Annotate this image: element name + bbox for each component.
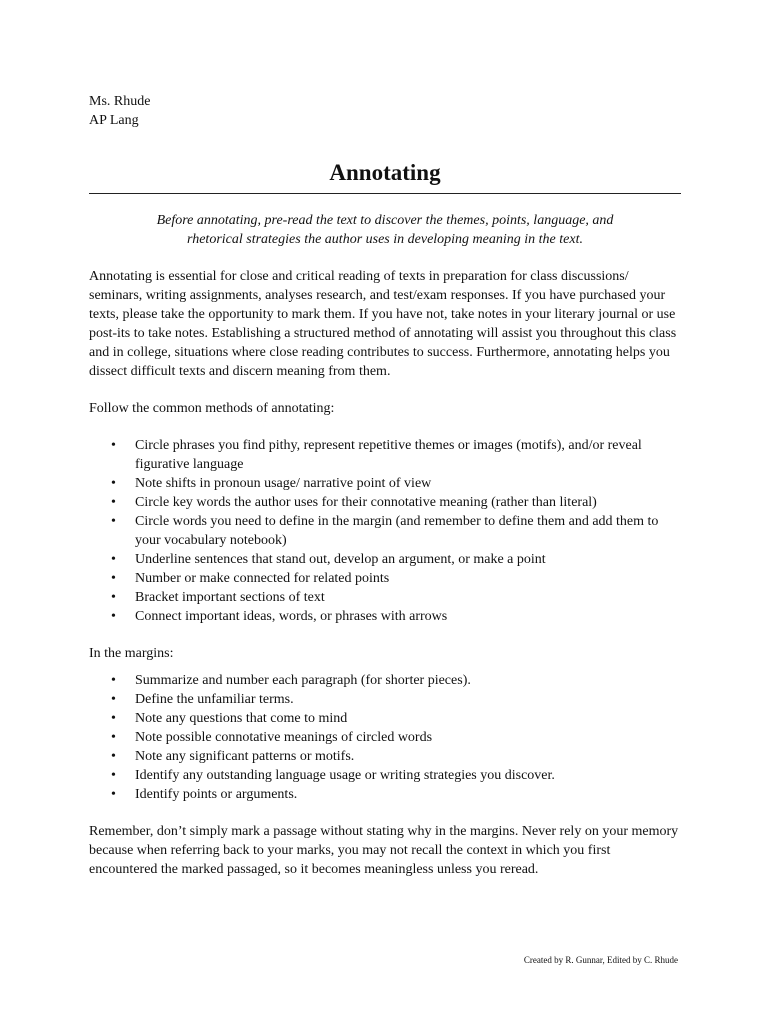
list-item [89, 569, 681, 588]
page-title: Annotating [329, 160, 441, 185]
bullet-icon: • [111, 609, 116, 624]
list-item [89, 512, 681, 550]
list-item [89, 728, 681, 747]
bullet-icon: • [111, 692, 116, 707]
list-item-text: Circle key words the author uses for their connotative meaning (rather than literal) [135, 495, 597, 510]
list-item-text: Define the unfamiliar terms. [135, 692, 294, 707]
list-item-text: Number or make connected for related points [135, 571, 390, 586]
title-divider [89, 193, 681, 194]
list-item-text: Note any questions that come to mind [135, 711, 348, 726]
list-item [89, 493, 681, 512]
bullet-icon: • [111, 438, 116, 453]
bullet-icon: • [111, 514, 116, 529]
methods-intro: Follow the common methods of annotating: [89, 401, 335, 416]
list-item [89, 550, 681, 569]
methods-list [89, 436, 681, 626]
closing-paragraph: Remember, don’t simply mark a passage without stating why in the margins. Never rely on your memory because when referring back to your marks, you may not recall the context in which you first encountered the marked passaged, so it becomes meaningless unless you reread. [89, 824, 679, 877]
list-item [89, 747, 681, 766]
bullet-icon: • [111, 749, 116, 764]
margins-intro: In the margins: [89, 646, 174, 661]
teacher-name: Ms. Rhude [89, 94, 151, 109]
list-item [89, 766, 681, 785]
bullet-icon: • [111, 711, 116, 726]
list-item-text: Note shifts in pronoun usage/ narrative point of view [135, 476, 432, 491]
bullet-icon: • [111, 730, 116, 745]
list-item-text: Summarize and number each paragraph (for shorter pieces). [135, 673, 471, 688]
list-item-text: Identify any outstanding language usage or writing strategies you discover. [135, 768, 555, 783]
list-item [89, 607, 681, 626]
intro-note: Before annotating, pre-read the text to discover the themes, points, language, and rhetorical strategies the author uses in developing meaning in the text. [156, 213, 614, 247]
body-paragraph: Annotating is essential for close and critical reading of texts in preparation for class discussions/ seminars, writing assignments, analyses research, and test/exam responses. If you have purchased your texts, please take the opportunity to mark them. If you have not, take notes in your literary journal or use post-its to take notes. Establishing a structured method of annotating will assist you throughout this class and in college, situations where close reading contributes to success. Furthermore, annotating helps you dissect difficult texts and discern meaning from them. [89, 269, 677, 379]
list-item-text: Circle words you need to define in the margin (and remember to define them and add them to your vocabulary notebook) [135, 514, 659, 548]
list-item-text: Note any significant patterns or motifs. [135, 749, 355, 764]
footer-credit: Created by R. Gunnar, Edited by C. Rhude [523, 955, 678, 965]
bullet-icon: • [111, 768, 116, 783]
list-item [89, 474, 681, 493]
bullet-icon: • [111, 787, 116, 802]
list-item [89, 785, 681, 804]
list-item [89, 709, 681, 728]
bullet-icon: • [111, 590, 116, 605]
list-item [89, 436, 681, 474]
list-item-text: Circle phrases you find pithy, represent repetitive themes or images (motifs), and/or reveal figurative language [135, 438, 642, 472]
document-page [89, 92, 681, 879]
course-name: AP Lang [89, 113, 139, 128]
bullet-icon: • [111, 552, 116, 567]
margins-list [89, 671, 681, 804]
list-item-text: Underline sentences that stand out, develop an argument, or make a point [135, 552, 546, 567]
bullet-icon: • [111, 571, 116, 586]
list-item-text: Identify points or arguments. [135, 787, 298, 802]
bullet-icon: • [111, 673, 116, 688]
list-item-text: Bracket important sections of text [135, 590, 325, 605]
bullet-icon: • [111, 495, 116, 510]
bullet-icon: • [111, 476, 116, 491]
list-item-text: Note possible connotative meanings of circled words [135, 730, 433, 745]
list-item [89, 671, 681, 690]
list-item [89, 690, 681, 709]
list-item-text: Connect important ideas, words, or phrases with arrows [135, 609, 448, 624]
list-item [89, 588, 681, 607]
